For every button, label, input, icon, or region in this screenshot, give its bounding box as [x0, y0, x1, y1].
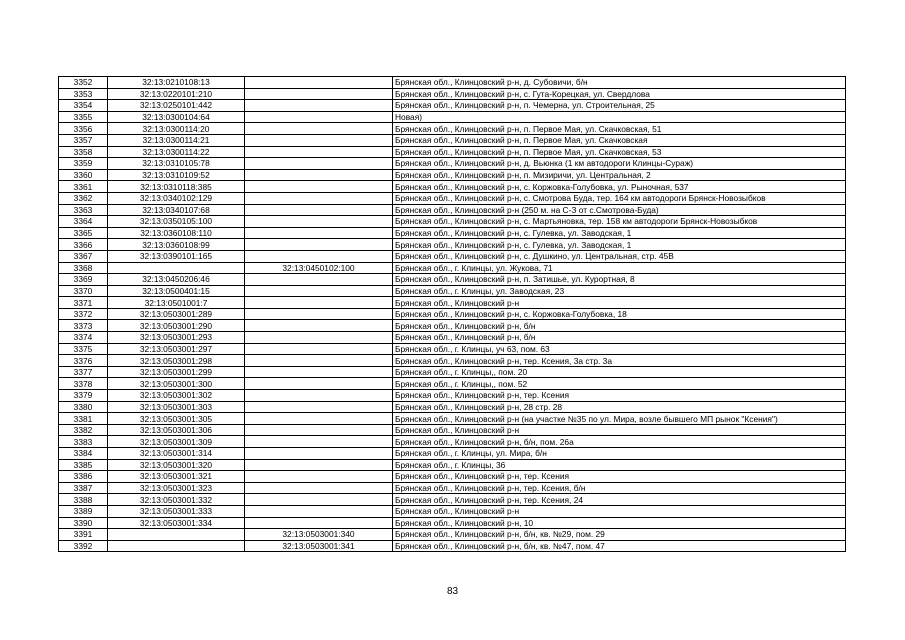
address-cell: Брянская обл., Клинцовский р-н, тер. Ксения: [393, 471, 846, 483]
table-row: [59, 540, 846, 552]
table-row: [59, 482, 846, 494]
address-cell: Брянская обл., Клинцовский р-н, с. Душкино, ул. Центральная, стр. 45В: [393, 250, 846, 262]
cadastral-number-cell: 32:13:0360108:110: [108, 227, 245, 239]
cadastral-number-cell: 32:13:0503001:293: [108, 332, 245, 344]
cadastral-number-cell: 32:13:0503001:334: [108, 517, 245, 529]
cadastral-number-cell: 32:13:0350105:100: [108, 216, 245, 228]
row-number-cell: 3385: [59, 459, 108, 471]
row-number-cell: 3374: [59, 332, 108, 344]
related-cadastral-number-cell: [245, 332, 393, 344]
table-row: [59, 77, 846, 89]
table-row: [59, 169, 846, 181]
address-cell: Брянская обл., Клинцовский р-н, д. Вьюнка (1 км автодороги Клинцы-Сураж): [393, 158, 846, 170]
row-number-cell: 3355: [59, 111, 108, 123]
table-row: [59, 181, 846, 193]
related-cadastral-number-cell: 32:13:0503001:340: [245, 529, 393, 541]
row-number-cell: 3376: [59, 355, 108, 367]
related-cadastral-number-cell: [245, 413, 393, 425]
row-number-cell: 3364: [59, 216, 108, 228]
related-cadastral-number-cell: [245, 250, 393, 262]
address-cell: Брянская обл., Клинцовский р-н, с. Гута-Корецкая, ул. Свердлова: [393, 88, 846, 100]
address-cell: Брянская обл., Клинцовский р-н: [393, 424, 846, 436]
address-cell: Брянская обл., г. Клинцы,, пом. 52: [393, 378, 846, 390]
table-row: [59, 320, 846, 332]
row-number-cell: 3354: [59, 100, 108, 112]
related-cadastral-number-cell: [245, 482, 393, 494]
row-number-cell: 3357: [59, 134, 108, 146]
table-row: [59, 134, 846, 146]
address-cell: Брянская обл., Клинцовский р-н, п. Первое Мая, ул. Скачковская, 53: [393, 146, 846, 158]
row-number-cell: 3360: [59, 169, 108, 181]
row-number-cell: 3388: [59, 494, 108, 506]
cadastral-number-cell: 32:13:0310109:52: [108, 169, 245, 181]
related-cadastral-number-cell: [245, 169, 393, 181]
row-number-cell: 3380: [59, 401, 108, 413]
address-cell: Брянская обл., Клинцовский р-н (на участке №35 по ул. Мира, возле бывшего МП рынок "Ксения"): [393, 413, 846, 425]
table-row: [59, 239, 846, 251]
table-row: [59, 459, 846, 471]
address-cell: Брянская обл., Клинцовский р-н, 28 стр. 28: [393, 401, 846, 413]
related-cadastral-number-cell: [245, 111, 393, 123]
related-cadastral-number-cell: [245, 494, 393, 506]
cadastral-number-cell: 32:13:0503001:290: [108, 320, 245, 332]
address-cell: Брянская обл., Клинцовский р-н, с. Гулевка, ул. Заводская, 1: [393, 227, 846, 239]
row-number-cell: 3390: [59, 517, 108, 529]
cadastral-number-cell: 32:13:0503001:297: [108, 343, 245, 355]
address-cell: Брянская обл., Клинцовский р-н, тер. Ксения, б/н: [393, 482, 846, 494]
related-cadastral-number-cell: [245, 471, 393, 483]
cadastral-number-cell: 32:13:0503001:303: [108, 401, 245, 413]
table-row: [59, 274, 846, 286]
row-number-cell: 3358: [59, 146, 108, 158]
address-cell: Брянская обл., Клинцовский р-н, с. Смотрова Буда, тер. 164 км автодороги Брянск-Новозыбков: [393, 192, 846, 204]
cadastral-number-cell: 32:13:0300114:22: [108, 146, 245, 158]
cadastral-number-cell: 32:13:0220101:210: [108, 88, 245, 100]
table-row: [59, 448, 846, 460]
address-cell: Брянская обл., г. Клинцы, ул. Мира, б/н: [393, 448, 846, 460]
table-row: [59, 436, 846, 448]
related-cadastral-number-cell: [245, 401, 393, 413]
related-cadastral-number-cell: [245, 308, 393, 320]
related-cadastral-number-cell: [245, 436, 393, 448]
address-cell: Брянская обл., Клинцовский р-н, тер. Ксения, 3а стр. 3а: [393, 355, 846, 367]
table-row: [59, 285, 846, 297]
related-cadastral-number-cell: [245, 274, 393, 286]
cadastral-number-cell: [108, 529, 245, 541]
row-number-cell: 3366: [59, 239, 108, 251]
address-cell: Брянская обл., Клинцовский р-н, б/н: [393, 332, 846, 344]
address-cell: Брянская обл., Клинцовский р-н, п. Чемерна, ул. Строительная, 25: [393, 100, 846, 112]
address-cell: Брянская обл., Клинцовский р-н: [393, 297, 846, 309]
related-cadastral-number-cell: [245, 123, 393, 135]
table-row: [59, 262, 846, 274]
address-cell: Брянская обл., Клинцовский р-н: [393, 505, 846, 517]
table-row: [59, 366, 846, 378]
address-cell: Брянская обл., Клинцовский р-н, п. Затишье, ул. Курортная, 8: [393, 274, 846, 286]
row-number-cell: 3381: [59, 413, 108, 425]
table-row: [59, 250, 846, 262]
address-cell: Брянская обл., Клинцовский р-н, с. Гулевка, ул. Заводская, 1: [393, 239, 846, 251]
row-number-cell: 3353: [59, 88, 108, 100]
related-cadastral-number-cell: [245, 505, 393, 517]
address-cell: Брянская обл., г. Клинцы, ул. Жукова, 71: [393, 262, 846, 274]
related-cadastral-number-cell: [245, 134, 393, 146]
related-cadastral-number-cell: [245, 448, 393, 460]
cadastral-number-cell: 32:13:0250101:442: [108, 100, 245, 112]
cadastral-number-cell: 32:13:0310105:78: [108, 158, 245, 170]
address-cell: Брянская обл., Клинцовский р-н (250 м. на С-З от с.Смотрова-Буда): [393, 204, 846, 216]
cadastral-number-cell: 32:13:0310118:385: [108, 181, 245, 193]
cadastral-number-cell: 32:13:0503001:321: [108, 471, 245, 483]
cadastral-number-cell: 32:13:0340107:68: [108, 204, 245, 216]
table-row: [59, 227, 846, 239]
registry-table: [58, 76, 846, 552]
address-cell: Брянская обл., г. Клинцы,, пом. 20: [393, 366, 846, 378]
row-number-cell: 3392: [59, 540, 108, 552]
related-cadastral-number-cell: [245, 390, 393, 402]
cadastral-number-cell: 32:13:0503001:306: [108, 424, 245, 436]
row-number-cell: 3368: [59, 262, 108, 274]
row-number-cell: 3365: [59, 227, 108, 239]
cadastral-number-cell: 32:13:0500401:15: [108, 285, 245, 297]
table-row: [59, 413, 846, 425]
related-cadastral-number-cell: [245, 424, 393, 436]
row-number-cell: 3361: [59, 181, 108, 193]
cadastral-number-cell: 32:13:0503001:289: [108, 308, 245, 320]
related-cadastral-number-cell: [245, 227, 393, 239]
cadastral-number-cell: 32:13:0503001:333: [108, 505, 245, 517]
row-number-cell: 3379: [59, 390, 108, 402]
table-row: [59, 216, 846, 228]
related-cadastral-number-cell: [245, 285, 393, 297]
table-row: [59, 297, 846, 309]
address-cell: Брянская обл., Клинцовский р-н, б/н, пом. 26а: [393, 436, 846, 448]
page-number: 83: [446, 586, 459, 597]
table-row: [59, 111, 846, 123]
table-row: [59, 517, 846, 529]
related-cadastral-number-cell: [245, 366, 393, 378]
cadastral-number-cell: 32:13:0210108:13: [108, 77, 245, 89]
related-cadastral-number-cell: [245, 77, 393, 89]
address-cell: Брянская обл., Клинцовский р-н, д. Субовичи, б/н: [393, 77, 846, 89]
related-cadastral-number-cell: [245, 100, 393, 112]
row-number-cell: 3386: [59, 471, 108, 483]
related-cadastral-number-cell: [245, 146, 393, 158]
cadastral-number-cell: [108, 540, 245, 552]
related-cadastral-number-cell: [245, 88, 393, 100]
registry-table-body: [59, 77, 846, 552]
related-cadastral-number-cell: [245, 459, 393, 471]
row-number-cell: 3367: [59, 250, 108, 262]
address-cell: Брянская обл., Клинцовский р-н, 10: [393, 517, 846, 529]
cadastral-number-cell: 32:13:0501001:7: [108, 297, 245, 309]
related-cadastral-number-cell: [245, 378, 393, 390]
row-number-cell: 3384: [59, 448, 108, 460]
table-row: [59, 529, 846, 541]
cadastral-number-cell: 32:13:0340102:129: [108, 192, 245, 204]
related-cadastral-number-cell: [245, 204, 393, 216]
cadastral-number-cell: 32:13:0300104:64: [108, 111, 245, 123]
table-row: [59, 378, 846, 390]
cadastral-number-cell: 32:13:0503001:305: [108, 413, 245, 425]
row-number-cell: 3389: [59, 505, 108, 517]
table-row: [59, 390, 846, 402]
table-row: [59, 100, 846, 112]
row-number-cell: 3378: [59, 378, 108, 390]
related-cadastral-number-cell: [245, 343, 393, 355]
table-row: [59, 343, 846, 355]
table-row: [59, 424, 846, 436]
address-cell: Брянская обл., Клинцовский р-н, п. Первое Мая, ул. Скачковская: [393, 134, 846, 146]
table-row: [59, 204, 846, 216]
table-row: [59, 308, 846, 320]
address-cell: Брянская обл., Клинцовский р-н, с. Мартьяновка, тер. 158 км автодороги Брянск-Новозыбков: [393, 216, 846, 228]
related-cadastral-number-cell: [245, 192, 393, 204]
row-number-cell: 3383: [59, 436, 108, 448]
address-cell: Брянская обл., Клинцовский р-н, б/н, кв. №47, пом. 47: [393, 540, 846, 552]
cadastral-number-cell: 32:13:0360108:99: [108, 239, 245, 251]
row-number-cell: 3359: [59, 158, 108, 170]
table-row: [59, 123, 846, 135]
table-row: [59, 88, 846, 100]
address-cell: Брянская обл., Клинцовский р-н, тер. Ксения, 24: [393, 494, 846, 506]
row-number-cell: 3369: [59, 274, 108, 286]
table-row: [59, 505, 846, 517]
address-cell: Брянская обл., Клинцовский р-н, б/н, кв. №29, пом. 29: [393, 529, 846, 541]
table-row: [59, 146, 846, 158]
address-cell: Брянская обл., г. Клинцы, уч 63, пом. 63: [393, 343, 846, 355]
table-row: [59, 355, 846, 367]
address-cell: Брянская обл., г. Клинцы, 36: [393, 459, 846, 471]
cadastral-number-cell: 32:13:0390101:165: [108, 250, 245, 262]
row-number-cell: 3387: [59, 482, 108, 494]
row-number-cell: 3372: [59, 308, 108, 320]
table-row: [59, 158, 846, 170]
related-cadastral-number-cell: 32:13:0450102:100: [245, 262, 393, 274]
related-cadastral-number-cell: [245, 517, 393, 529]
cadastral-number-cell: 32:13:0503001:298: [108, 355, 245, 367]
table-row: [59, 401, 846, 413]
address-cell: Брянская обл., Клинцовский р-н, с. Коржовка-Голубовка, 18: [393, 308, 846, 320]
cadastral-number-cell: 32:13:0503001:309: [108, 436, 245, 448]
table-row: [59, 471, 846, 483]
address-cell: Новая): [393, 111, 846, 123]
row-number-cell: 3362: [59, 192, 108, 204]
related-cadastral-number-cell: [245, 181, 393, 193]
row-number-cell: 3373: [59, 320, 108, 332]
related-cadastral-number-cell: [245, 320, 393, 332]
row-number-cell: 3363: [59, 204, 108, 216]
cadastral-number-cell: 32:13:0503001:332: [108, 494, 245, 506]
table-row: [59, 192, 846, 204]
address-cell: Брянская обл., Клинцовский р-н, б/н: [393, 320, 846, 332]
table-row: [59, 494, 846, 506]
cadastral-number-cell: 32:13:0300114:21: [108, 134, 245, 146]
address-cell: Брянская обл., Клинцовский р-н, тер. Ксения: [393, 390, 846, 402]
related-cadastral-number-cell: [245, 297, 393, 309]
row-number-cell: 3382: [59, 424, 108, 436]
related-cadastral-number-cell: [245, 216, 393, 228]
address-cell: Брянская обл., Клинцовский р-н, п. Первое Мая, ул. Скачковская, 51: [393, 123, 846, 135]
row-number-cell: 3375: [59, 343, 108, 355]
table-row: [59, 332, 846, 344]
address-cell: Брянская обл., Клинцовский р-н, с. Коржовка-Голубовка, ул. Рыночная, 537: [393, 181, 846, 193]
cadastral-number-cell: [108, 262, 245, 274]
cadastral-number-cell: 32:13:0450206:46: [108, 274, 245, 286]
related-cadastral-number-cell: [245, 355, 393, 367]
row-number-cell: 3352: [59, 77, 108, 89]
related-cadastral-number-cell: 32:13:0503001:341: [245, 540, 393, 552]
cadastral-number-cell: 32:13:0503001:320: [108, 459, 245, 471]
row-number-cell: 3377: [59, 366, 108, 378]
related-cadastral-number-cell: [245, 158, 393, 170]
row-number-cell: 3371: [59, 297, 108, 309]
row-number-cell: 3391: [59, 529, 108, 541]
row-number-cell: 3356: [59, 123, 108, 135]
cadastral-number-cell: 32:13:0503001:299: [108, 366, 245, 378]
cadastral-number-cell: 32:13:0503001:323: [108, 482, 245, 494]
address-cell: Брянская обл., г. Клинцы, ул. Заводская, 23: [393, 285, 846, 297]
cadastral-number-cell: 32:13:0503001:314: [108, 448, 245, 460]
cadastral-number-cell: 32:13:0300114:20: [108, 123, 245, 135]
cadastral-number-cell: 32:13:0503001:302: [108, 390, 245, 402]
cadastral-number-cell: 32:13:0503001:300: [108, 378, 245, 390]
related-cadastral-number-cell: [245, 239, 393, 251]
address-cell: Брянская обл., Клинцовский р-н, п. Мизиричи, ул. Центральная, 2: [393, 169, 846, 181]
row-number-cell: 3370: [59, 285, 108, 297]
